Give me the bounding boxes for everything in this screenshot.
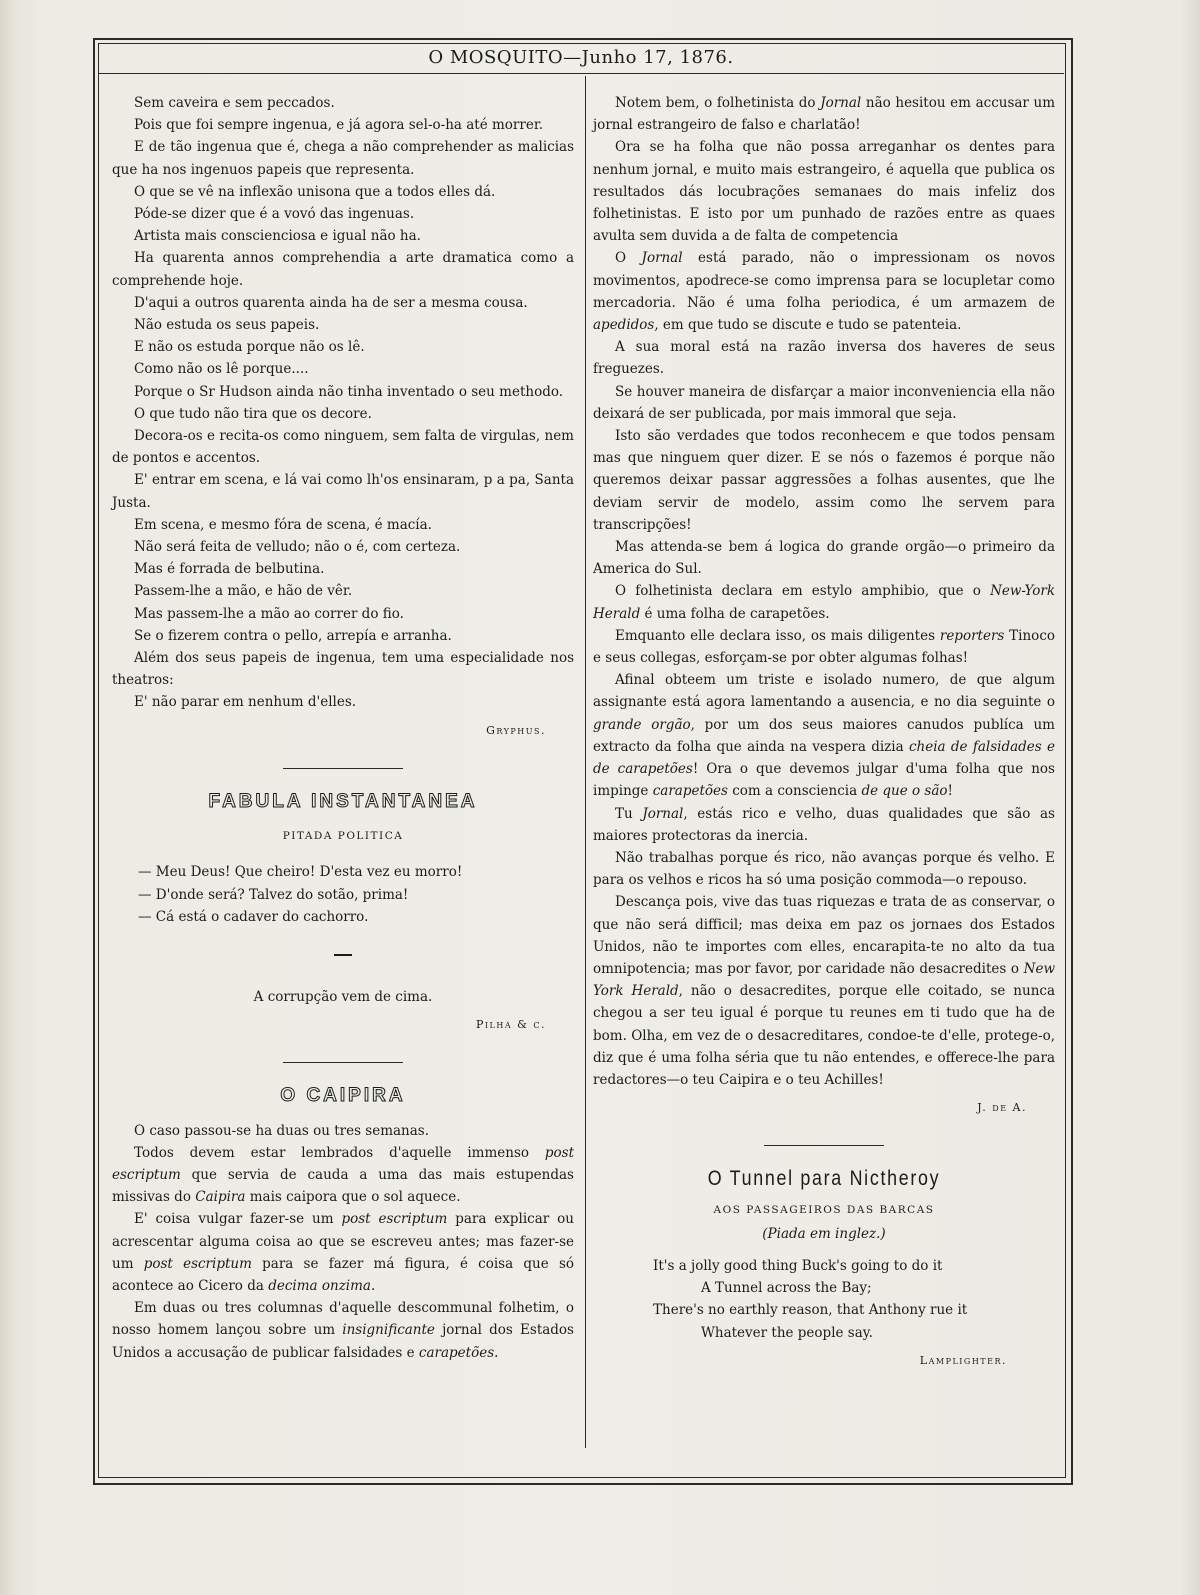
right-paragraph: Mas attenda-se bem á logica do grande orgão—o primeiro da America do Sul. bbox=[593, 539, 1055, 578]
fabula-verse: — Meu Deus! Que cheiro! D'esta vez eu morro! bbox=[138, 864, 463, 881]
right-paragraph: O Jornal está parado, não o impressionam os novos movimentos, apodrece-se como imprensa para se locupletar como mercadoria. Não é uma folha periodica, é um armazem de apedidos, em que tudo se discute e tudo se patenteia. bbox=[593, 250, 1056, 334]
tunnel-title: O Tunnel para Nictheroy bbox=[707, 1167, 941, 1191]
caipira-continuation bbox=[593, 92, 1055, 1119]
article-line: E' entrar em scena, e lá vai como lh'os ensinaram, p a pa, Santa Justa. bbox=[112, 472, 574, 511]
caipira-paragraph: O caso passou-se ha duas ou tres semanas. bbox=[134, 1122, 430, 1139]
signature-pilha: Pilha & c. bbox=[475, 1018, 546, 1032]
article-line: Decora-os e recita-os como ninguem, sem falta de virgulas, nem de pontos e accentos. bbox=[112, 428, 574, 467]
article-line: Passem-lhe a mão, e hão de vêr. bbox=[134, 583, 353, 600]
article-line: D'aqui a outros quarenta ainda ha de ser a mesma cousa. bbox=[134, 294, 528, 311]
article-line: O que tudo não tira que os decore. bbox=[134, 405, 372, 422]
right-paragraph: Afinal obteem um triste e isolado numero, de que algum assignante está agora lamentando a ausencia, e no dia seguinte o grande orgão, por um dos seus maiores canudos publíca um extracto da folha que ainda na vespera dizia cheia de falsidades e de carapetões! Ora o que devemos julgar d'uma folha que nos impinge carapetões com a consciencia de que o são! bbox=[593, 672, 1055, 800]
right-column bbox=[593, 92, 1055, 1372]
dash-ornament bbox=[334, 954, 352, 956]
article-line: Não estuda os seus papeis. bbox=[134, 317, 320, 334]
article-line: E não os estuda porque não os lê. bbox=[134, 339, 365, 356]
signature-jda: J. de A. bbox=[977, 1101, 1027, 1115]
right-paragraph: Ora se ha folha que não possa arreganhar os dentes para nenhum jornal, e muito mais estrangeiro, é aquella que publica os resultados dás locubrações semanaes do mais infeliz dos folhetinistas. E isto por um punhado de razões entre as quaes avulta sem duvida a de falta de competencia bbox=[593, 139, 1055, 245]
fabula-verse: — D'onde será? Talvez do sotão, prima! bbox=[138, 886, 409, 903]
article-line: Porque o Sr Hudson ainda não tinha inventado o seu methodo. bbox=[134, 383, 564, 400]
article-line: Mas passem-lhe a mão ao correr do fio. bbox=[134, 605, 404, 622]
article-line: Além dos seus papeis de ingenua, tem uma especialidade nos theatros: bbox=[112, 650, 574, 689]
article-line: E' não parar em nenhum d'elles. bbox=[134, 694, 357, 711]
tunnel-subtitle: AOS PASSAGEIROS DAS BARCAS bbox=[713, 1203, 935, 1216]
right-paragraph: Se houver maneira de disfarçar a maior inconveniencia ella não deixará de ser publicada, por mais immoral que seja. bbox=[593, 383, 1055, 422]
column-divider bbox=[585, 76, 586, 1448]
article-line: Ha quarenta annos comprehendia a arte dramatica como a comprehende hoje. bbox=[112, 250, 574, 289]
right-paragraph: A sua moral está na razão inversa dos haveres de seus freguezes. bbox=[593, 339, 1055, 378]
section-rule bbox=[764, 1145, 884, 1146]
tunnel-verse: Whatever the people say. bbox=[701, 1324, 873, 1341]
caipira-paragraph: Todos devem estar lembrados d'aquelle immenso post escriptum que servia de cauda a uma das mais estupendas missivas do Caipira mais caipora que o sol aquece. bbox=[112, 1144, 574, 1206]
caipira-title: O CAIPIRA bbox=[280, 1085, 406, 1107]
tunnel-note: (Piada em inglez.) bbox=[762, 1225, 886, 1242]
article-line: Se o fizerem contra o pello, arrepía e arranha. bbox=[134, 627, 452, 644]
article-line: Não será feita de velludo; não o é, com certeza. bbox=[134, 539, 461, 556]
article-line: Artista mais conscienciosa e igual não ha. bbox=[134, 228, 421, 245]
article-line: Mas é forrada de belbutina. bbox=[134, 561, 325, 578]
signature-lamplighter: Lamplighter. bbox=[919, 1353, 1007, 1367]
right-paragraph: Notem bem, o folhetinista do Jornal não hesitou em accusar um jornal estrangeiro de falso e charlatão! bbox=[593, 95, 1055, 134]
masthead: O MOSQUITO—Junho 17, 1876. bbox=[98, 43, 1064, 74]
right-paragraph: O folhetinista declara em estylo amphibio, que o New-York Herald é uma folha de carapetões. bbox=[593, 583, 1055, 622]
article-line: Sem caveira e sem peccados. bbox=[134, 95, 335, 111]
left-column bbox=[112, 92, 574, 1364]
fabula-title: FABULA INSTANTANEA bbox=[208, 790, 478, 812]
caipira-paragraph: E' coisa vulgar fazer-se um post escriptum para explicar ou acrescentar alguma coisa ao que se escreveu antes; mas fazer-se um post escriptum para se fazer má figura, é coisa que só acontece ao Cicero da decima onzima. bbox=[112, 1211, 574, 1294]
caipira-section bbox=[112, 1085, 574, 1363]
tunnel-verse: It's a jolly good thing Buck's going to do it bbox=[653, 1257, 943, 1274]
signature-gryphus: Gryphus. bbox=[486, 723, 546, 737]
caipira-paragraph: Em duas ou tres columnas d'aquelle descommunal folhetim, o nosso homem lançou sobre um insignificante jornal dos Estados Unidos a accusação de publicar falsidades e carapetões. bbox=[112, 1300, 574, 1361]
section-rule bbox=[283, 1062, 403, 1063]
article-line: Póde-se dizer que é a vovó das ingenuas. bbox=[134, 206, 415, 223]
section-rule bbox=[283, 768, 403, 769]
right-paragraph: Não trabalhas porque és rico, não avanças porque és velho. E para os velhos e ricos ha só uma posição commoda—o repouso. bbox=[593, 849, 1055, 889]
article-line: Em scena, e mesmo fóra de scena, é macía. bbox=[134, 516, 432, 533]
right-paragraph: Tu Jornal, estás rico e velho, duas qualidades que são as maiores protectoras da inercia. bbox=[593, 805, 1055, 844]
article-line: Pois que foi sempre ingenua, e já agora sel-o-ha até morrer. bbox=[134, 117, 544, 134]
fabula-subtitle: PITADA POLITICA bbox=[282, 830, 404, 843]
tunnel-verse: There's no earthly reason, that Anthony rue it bbox=[653, 1302, 968, 1319]
article-line: O que se vê na inflexão unisona que a todos elles dá. bbox=[134, 183, 496, 200]
right-paragraph: Descança pois, vive das tuas riquezas e trata de as conservar, o que não será difficil; mas deixa em paz os jornaes dos Estados Unidos, não te importes com elles, encarapita-te no alto da tua omnipotencia; mas por favor, por caridade não desacredites o New York Herald, não o desacredites, porque elle coitado, se nunca chegou a ser teu igual é porque tu reunes em ti tudo que ha de bom. Olha, em vez de o desacreditares, condoe-te d'elle, protege-o, diz que é uma folha séria que tu não entendes, e offerece-lhe para redactores—o teu Caipira e o teu Achilles! bbox=[593, 894, 1056, 1088]
right-paragraph: Isto são verdades que todos reconhecem e que todos pensam mas que ninguem quer dizer. E se nós o fazemos é porque não queremos deixar passar aggressões a folhas ausentes, que lhe deviam servir de modelo, assim como lhe servem para transcripções! bbox=[593, 428, 1055, 533]
fabula-moral: A corrupção vem de cima. bbox=[253, 988, 433, 1005]
right-paragraph: Emquanto elle declara isso, os mais diligentes reporters Tinoco e seus collegas, esforçam-se por obter algumas folhas! bbox=[593, 627, 1056, 667]
ingenua-article bbox=[112, 92, 574, 742]
article-line: E de tão ingenua que é, chega a não comprehender as malicias que ha nos ingenuos papeis que representa. bbox=[112, 139, 574, 178]
fabula-section bbox=[112, 791, 574, 1036]
tunnel-section bbox=[593, 1168, 1055, 1372]
tunnel-verse: A Tunnel across the Bay; bbox=[701, 1280, 872, 1297]
fabula-verse: — Cá está o cadaver do cachorro. bbox=[138, 908, 369, 925]
article-line: Como não os lê porque.... bbox=[134, 361, 309, 378]
